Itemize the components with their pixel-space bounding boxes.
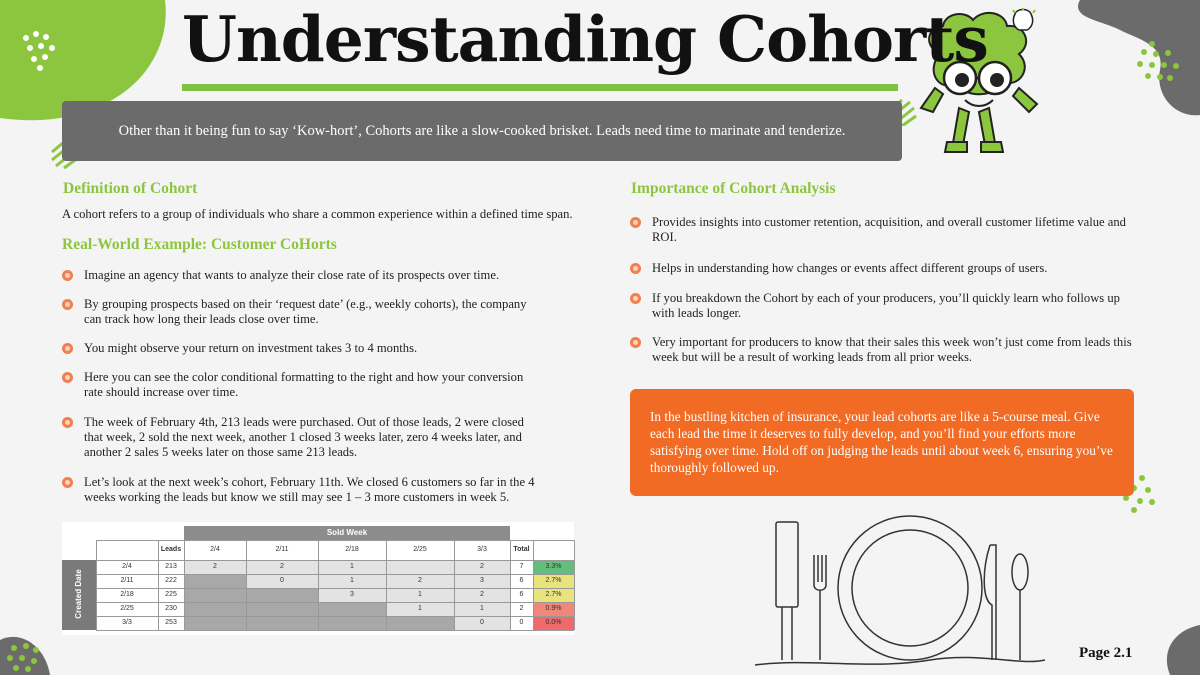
grid-line [184, 540, 185, 630]
grid-line [510, 540, 511, 630]
top-left-dots-icon [18, 28, 64, 74]
empty-week-cell [184, 588, 246, 602]
week-column-header: 2/11 [275, 546, 289, 553]
grid-line [96, 540, 574, 541]
week-column-header: 2/18 [345, 546, 359, 553]
empty-week-cell [386, 616, 454, 630]
row-total: 7 [519, 563, 524, 570]
list-item: Let’s look at the next week’s cohort, February 11th. We closed 6 customers so far in the 4 weeks working the leads but know we still may see 1 – 3 more customers in week 5. [62, 475, 542, 505]
empty-week-cell [246, 602, 318, 616]
grid-line [96, 602, 574, 603]
row-total: 6 [519, 577, 524, 584]
grid-line [454, 540, 455, 630]
grid-line [96, 560, 574, 561]
week-column-header: 2/4 [210, 546, 220, 553]
list-item: Provides insights into customer retention, acquisition, and overall customer lifetime value and ROI. [630, 215, 1135, 245]
grid-line [96, 574, 574, 575]
week-cell: 1 [350, 563, 354, 570]
grid-line [96, 588, 574, 589]
week-cell: 0 [480, 619, 484, 626]
grid-line [318, 540, 319, 630]
callout-text: In the bustling kitchen of insurance, your lead cohorts are like a 5-course meal. Give each lead the time it deserves to fully develop, and you’ll find your efforts more satisfying over time. Hold off on judging the leads until about week 6, ensuring you’ve thoroughly followed up. [650, 409, 1113, 475]
bullet-icon [62, 417, 73, 428]
row-date: 2/4 [122, 563, 132, 570]
list-item: If you breakdown the Cohort by each of your producers, you’ll quickly learn who follows up with leads longer. [630, 291, 1135, 321]
row-total: 6 [519, 591, 524, 598]
grid-line [158, 540, 159, 630]
row-conversion-rate: 2.7% [533, 588, 574, 602]
cohort-table [62, 522, 574, 635]
bullet-icon [630, 337, 641, 348]
top-right-dots-icon [1132, 38, 1182, 88]
importance-heading: Importance of Cohort Analysis [631, 180, 836, 197]
list-item: You might observe your return on investment takes 3 to 4 months. [62, 341, 542, 356]
week-cell: 1 [418, 591, 422, 598]
row-conversion-rate: 0.0% [533, 616, 574, 630]
grid-line [246, 540, 247, 630]
week-cell: 2 [480, 563, 484, 570]
bottom-left-dots-icon [4, 640, 46, 675]
list-item: Imagine an agency that wants to analyze their close rate of its prospects over time. [62, 268, 542, 283]
row-leads: 230 [165, 605, 177, 612]
intro-banner [62, 101, 902, 161]
created-date-label: Created Date [74, 569, 83, 619]
row-total: 0 [519, 619, 524, 626]
row-total: 2 [519, 605, 524, 612]
week-cell: 3 [480, 577, 484, 584]
sold-week-header: Sold Week [184, 526, 510, 540]
bullet-icon [62, 477, 73, 488]
row-date: 2/25 [120, 605, 134, 612]
importance-bullet-list [630, 215, 1135, 365]
empty-week-cell [246, 616, 318, 630]
row-date: 2/11 [120, 577, 134, 584]
grid-line [386, 540, 387, 630]
week-column-header: 3/3 [477, 546, 487, 553]
row-leads: 213 [165, 563, 177, 570]
intro-text: Other than it being fun to say ‘Kow-hort’, Cohorts are like a slow-cooked brisket. Leads need time to marinate and tenderize. [118, 122, 846, 139]
grid-line [96, 616, 574, 617]
empty-week-cell [184, 616, 246, 630]
example-bullet-list [62, 268, 542, 505]
definition-text: A cohort refers to a group of individuals who share a common experience within a defined time span. [62, 207, 573, 221]
row-date: 3/3 [122, 619, 132, 626]
row-leads: 253 [165, 619, 177, 626]
week-cell: 1 [350, 577, 354, 584]
week-cell: 2 [418, 577, 422, 584]
grid-line [574, 540, 575, 630]
grid-line [96, 630, 574, 631]
list-item: The week of February 4th, 213 leads were purchased. Out of those leads, 2 were closed that week, 2 sold the next week, another 1 closed 3 weeks later, zero 4 weeks later, and another 2 sales 5 weeks later on those same 213 leads. [62, 415, 542, 460]
week-cell: 1 [418, 605, 422, 612]
page-number: Page 2.1 [1079, 645, 1133, 661]
empty-week-cell [318, 602, 386, 616]
week-cell-bg [386, 560, 454, 574]
row-conversion-rate: 3.3% [533, 560, 574, 574]
row-date: 2/18 [120, 591, 134, 598]
list-item: Helps in understanding how changes or events affect different groups of users. [630, 261, 1135, 276]
empty-week-cell [184, 574, 246, 588]
list-item: Very important for producers to know that their sales this week won’t just come from leads this week but will be a result of working leads from all prior weeks. [630, 335, 1135, 365]
empty-week-cell [246, 588, 318, 602]
example-heading: Real-World Example: Customer CoHorts [62, 236, 337, 253]
row-conversion-rate: 2.7% [533, 574, 574, 588]
bullet-icon [630, 263, 641, 274]
empty-week-cell [318, 616, 386, 630]
week-cell: 2 [280, 563, 284, 570]
week-cell: 1 [480, 605, 484, 612]
week-cell: 0 [280, 577, 284, 584]
empty-week-cell [184, 602, 246, 616]
bullet-icon [62, 299, 73, 310]
bullet-icon [62, 343, 73, 354]
leads-column-header: Leads [160, 546, 182, 553]
bullet-icon [630, 217, 641, 228]
week-cell: 3 [350, 591, 354, 598]
grid-line [96, 540, 97, 630]
definition-heading: Definition of Cohort [63, 180, 198, 197]
bullet-icon [62, 270, 73, 281]
week-column-header: 2/25 [413, 546, 427, 553]
bullet-icon [630, 293, 641, 304]
row-leads: 222 [165, 577, 177, 584]
plate-cutlery-illustration [750, 510, 1050, 670]
list-item: Here you can see the color conditional formatting to the right and how your conversion rate should increase over time. [62, 370, 542, 400]
page-title: Understanding Cohorts [182, 2, 988, 76]
list-item: By grouping prospects based on their ‘request date’ (e.g., weekly cohorts), the company can track how long their leads close over time. [62, 297, 542, 327]
grid-line [533, 540, 534, 630]
week-cell: 2 [213, 563, 217, 570]
week-cell: 2 [480, 591, 484, 598]
bullet-icon [62, 372, 73, 383]
row-conversion-rate: 0.9% [533, 602, 574, 616]
total-column-header: Total [513, 546, 530, 553]
kitchen-analogy-callout [630, 389, 1134, 496]
bottom-right-gray-blob [1150, 625, 1200, 675]
row-leads: 225 [165, 591, 177, 598]
title-underline [182, 84, 898, 91]
